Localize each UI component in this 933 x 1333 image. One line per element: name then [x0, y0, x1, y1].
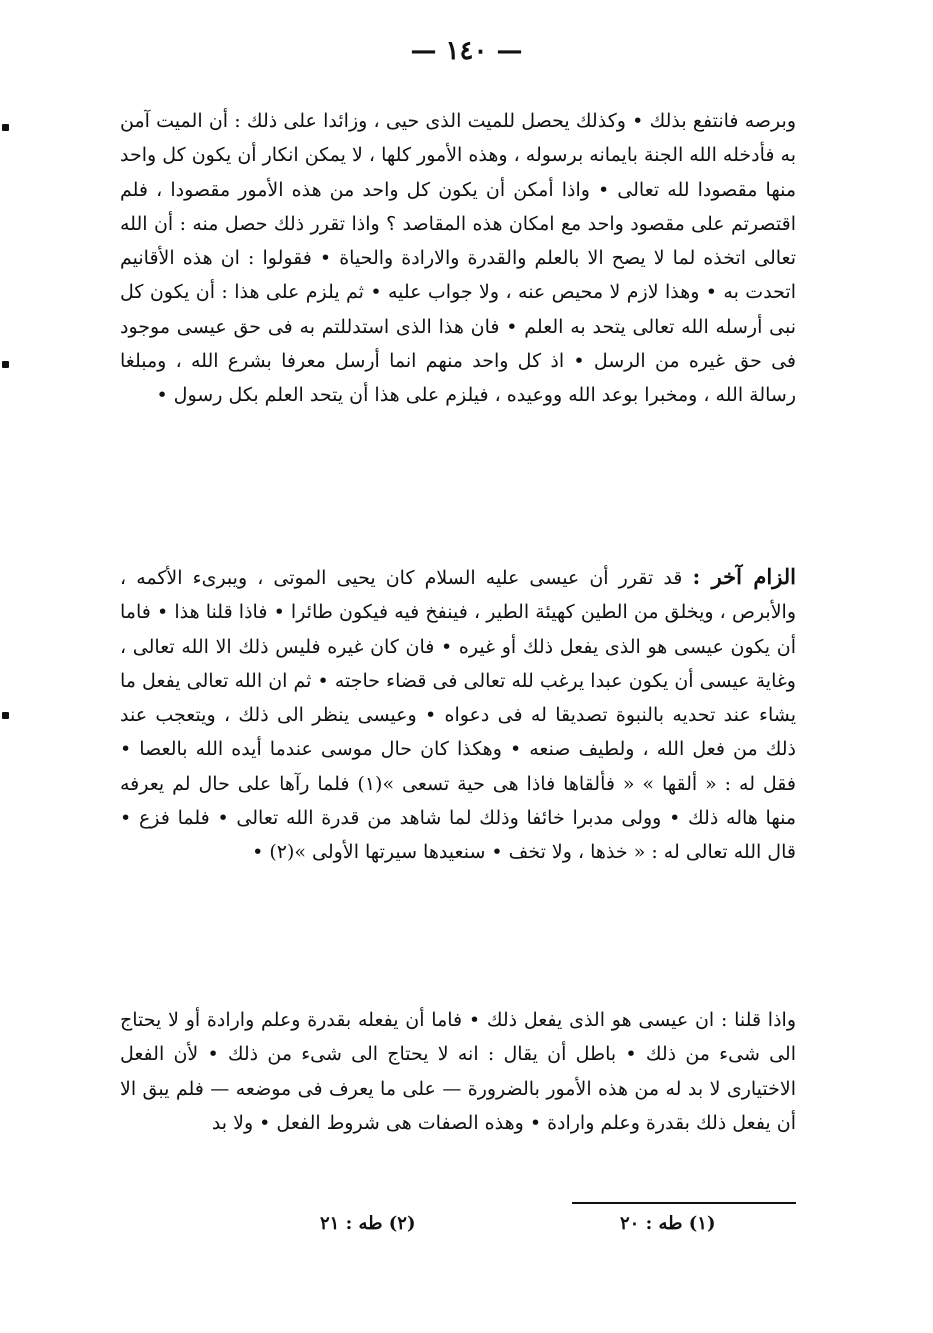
margin-mark — [2, 712, 9, 719]
margin-mark — [2, 361, 9, 368]
paragraph-1 — [120, 104, 796, 413]
footnote-1: (١) طه : ٢٠ — [620, 1213, 716, 1234]
paragraph-3 — [120, 1003, 796, 1140]
margin-mark — [2, 124, 9, 131]
paragraph-2-heading: الزام آخر : — [692, 564, 797, 589]
paragraph-3-text: واذا قلنا : ان عيسى هو الذى يفعل ذلك • فاما أن يفعله بقدرة وعلم وارادة أو لا يحتاج الى شىء من ذلك • باطل أن يقال : انه لا يحتاج الى شىء من ذلك • لأن الفعل الاختيارى لا بد له من هذه الأمور بالضرورة — على ما يعرف فى موضعه — فلم يبق الا أن يفعل ذلك بقدرة وعلم وارادة • وهذه الصفات هى شروط الفعل • ولا بد — [120, 1009, 796, 1134]
paragraph-1-text: وبرصه فانتفع بذلك • وكذلك يحصل للميت الذى حيى ، وزائدا على ذلك : أن الميت آمن به فأدخله الله الجنة بايمانه برسوله ، وهذه الأمور كلها ، لا يمكن انكار أن يكون كل واحد منها مقصودا لله تعالى • واذا أمكن أن يكون كل واحد من هذه الأمور مقصودا ، فلم اقتصرتم على مقصود واحد مع امكان هذه المقاصد ؟ واذا تقرر ذلك حصل منه : أن الله تعالى اتخذه لما لا يصح الا بالعلم والقدرة والارادة والحياة • فقولوا : ان هذه الأقانيم اتحدت به • وهذا لازم لا محيص عنه ، ولا جواب عليه • ثم يلزم على هذا : أن يكون كل نبى أرسله الله تعالى يتحد به العلم • فان هذا الذى استدللتم به فى حق عيسى موجود فى حق غيره من الرسل • اذ كل واحد منهم انما أرسل معرفا بشرع الله ، ومبلغا رسالة الله ، ومخبرا بوعد الله ووعيده ، فيلزم على هذا أن يتحد العلم بكل رسول • — [120, 110, 796, 407]
paragraph-2-text: قد تقرر أن عيسى عليه السلام كان يحيى الموتى ، ويبرىء الأكمه ، والأبرص ، ويخلق من الطين كهيئة الطير ، فينفخ فيه فيكون طائرا • فاذا قلنا هذا • فاما أن يكون عيسى هو الذى يفعل ذلك أو غيره • فان كان غيره فليس ذلك الا الله تعالى ، وغاية عيسى أن يكون عبدا يرغب لله تعالى فى قضاء حاجته • ثم ان الله تعالى يفعل ما يشاء عند تحديه بالنبوة تصديقا له فى دعواه • وعيسى ينظر الى ذلك ، ويتعجب عند ذلك من فعل الله ، ولطيف صنعه • وهكذا كان حال موسى عندما أيده الله بالعصا • فقل له : « ألقها » « فألقاها فاذا هى حية تسعى »(١) فلما رآها على حال لم يعرفه منها هاله ذلك • وولى مدبرا خائفا وذلك لما شاهد من قدرة الله تعالى • فلما فزع • قال الله تعالى له : « خذها ، ولا تخف • سنعيدها سيرتها الأولى »(٢) • — [120, 567, 796, 864]
page-number: — ١٤٠ — — [410, 36, 523, 66]
footnote-2: (٢) طه : ٢١ — [320, 1213, 416, 1234]
paragraph-2 — [120, 560, 796, 870]
footnote-divider — [572, 1202, 796, 1204]
